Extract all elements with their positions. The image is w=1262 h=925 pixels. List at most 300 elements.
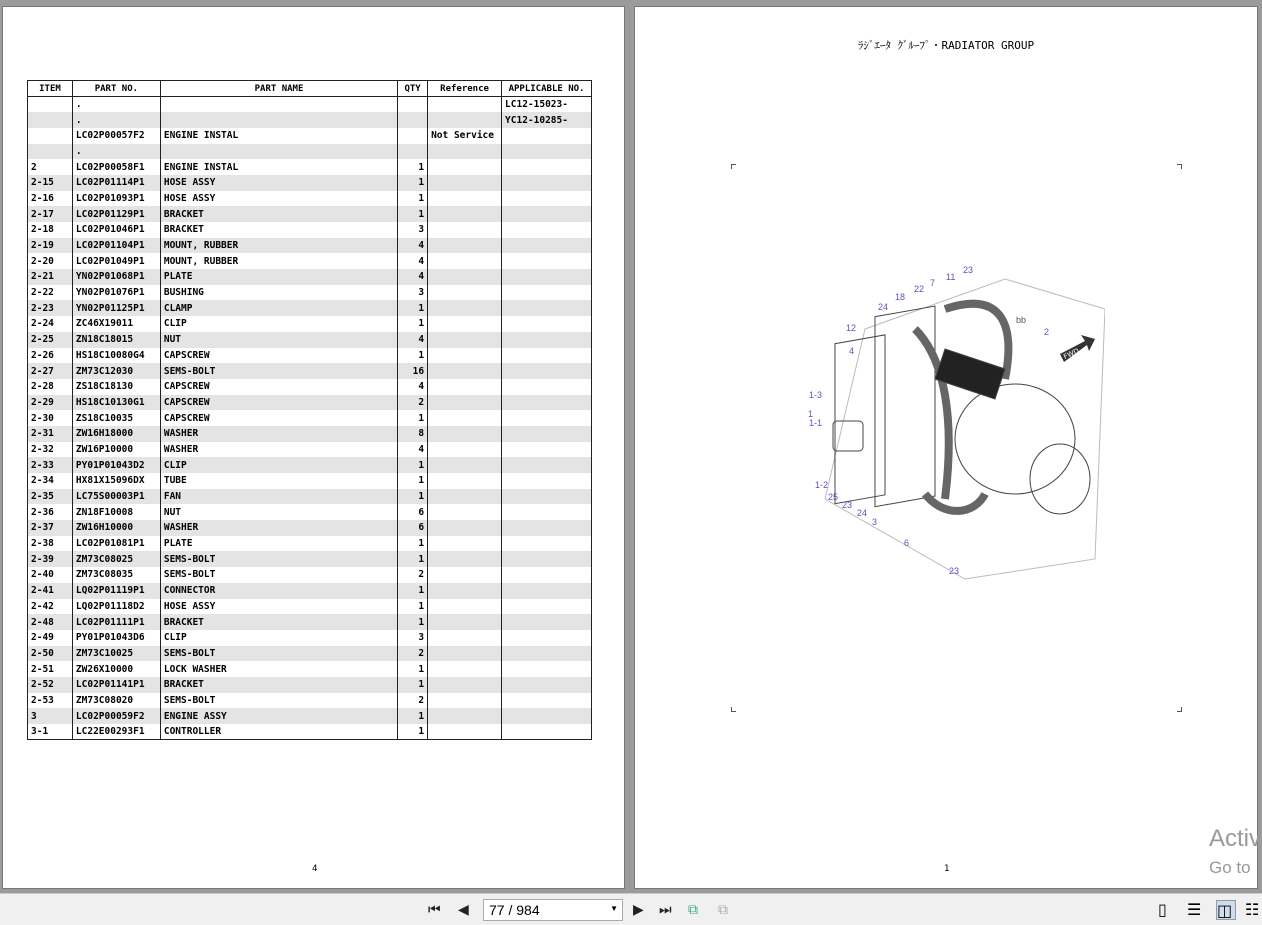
reference-cell: Not Service — [428, 128, 502, 144]
table-row — [28, 504, 592, 520]
reference-cell — [428, 693, 502, 709]
qty-cell: 3 — [398, 630, 428, 646]
item-cell: 2-36 — [28, 504, 73, 520]
applicable-no-cell: LC12-15023- — [502, 97, 592, 113]
reference-cell — [428, 253, 502, 269]
qty-cell — [398, 144, 428, 160]
applicable-no-cell — [502, 222, 592, 238]
reference-cell — [428, 567, 502, 583]
reference-cell — [428, 348, 502, 364]
table-row — [28, 206, 592, 222]
table-row — [28, 520, 592, 536]
qty-cell: 4 — [398, 269, 428, 285]
part-no-cell: LC02P01141P1 — [72, 677, 160, 693]
item-cell: 2-31 — [28, 426, 73, 442]
crop-mark — [731, 164, 736, 169]
callout-label: 7 — [930, 278, 936, 288]
part-no-cell: PY01P01043D2 — [72, 457, 160, 473]
applicable-no-cell — [502, 426, 592, 442]
part-name-cell: NUT — [160, 332, 397, 348]
reference-cell — [428, 395, 502, 411]
last-page-button[interactable]: ⏭ — [659, 902, 672, 918]
page-number: 4 — [312, 864, 318, 874]
table-row — [28, 724, 592, 740]
qty-cell: 1 — [398, 489, 428, 505]
qty-cell: 1 — [398, 300, 428, 316]
table-row — [28, 614, 592, 630]
item-cell: 2-32 — [28, 442, 73, 458]
item-cell: 2-16 — [28, 191, 73, 207]
part-name-cell: TUBE — [160, 473, 397, 489]
table-row — [28, 144, 592, 160]
applicable-no-cell — [502, 144, 592, 160]
table-row — [28, 159, 592, 175]
part-no-cell: ZW26X10000 — [72, 661, 160, 677]
radiator-diagram — [805, 269, 1105, 589]
parts-table — [27, 80, 592, 740]
first-page-button[interactable]: ⏮ — [428, 902, 441, 918]
table-row — [28, 599, 592, 615]
callout-label: 24 — [878, 302, 889, 312]
previous-page-button[interactable]: ◀ — [458, 902, 469, 918]
item-cell: 2-53 — [28, 693, 73, 709]
item-cell: 2-19 — [28, 238, 73, 254]
part-no-cell: LC75S00003P1 — [72, 489, 160, 505]
callout-label: 23 — [949, 566, 960, 576]
table-row — [28, 536, 592, 552]
item-cell: 2-38 — [28, 536, 73, 552]
table-row — [28, 269, 592, 285]
item-cell: 2-34 — [28, 473, 73, 489]
part-name-cell: CAPSCREW — [160, 395, 397, 411]
part-no-cell: LC02P01046P1 — [72, 222, 160, 238]
qty-cell: 4 — [398, 238, 428, 254]
callout-label: 3 — [872, 517, 878, 527]
qty-cell: 6 — [398, 504, 428, 520]
part-no-cell: LC02P00057F2 — [72, 128, 160, 144]
qty-cell — [398, 128, 428, 144]
reference-cell — [428, 724, 502, 740]
part-no-cell: ZC46X19011 — [72, 316, 160, 332]
table-row — [28, 191, 592, 207]
part-no-cell: YN02P01125P1 — [72, 300, 160, 316]
reference-cell — [428, 159, 502, 175]
qty-cell: 3 — [398, 285, 428, 301]
qty-cell: 1 — [398, 661, 428, 677]
qty-cell: 1 — [398, 614, 428, 630]
page-title: ﾗｼﾞｴｰﾀ ｸﾞﾙｰﾌﾟ・RADIATOR GROUP — [857, 39, 1035, 52]
part-no-cell: LC02P01104P1 — [72, 238, 160, 254]
part-name-cell: CONTROLLER — [160, 724, 397, 740]
reference-cell — [428, 708, 502, 724]
item-cell: 2-24 — [28, 316, 73, 332]
part-name-cell: SEMS-BOLT — [160, 551, 397, 567]
part-name-cell: FAN — [160, 489, 397, 505]
part-no-cell: LC02P01129P1 — [72, 206, 160, 222]
part-name-cell: WASHER — [160, 520, 397, 536]
part-name-cell: HOSE ASSY — [160, 175, 397, 191]
applicable-no-cell — [502, 708, 592, 724]
part-name-cell: BRACKET — [160, 206, 397, 222]
table-row — [28, 332, 592, 348]
table-row — [28, 661, 592, 677]
part-name-cell: HOSE ASSY — [160, 191, 397, 207]
crop-mark — [1177, 707, 1182, 712]
part-name-cell: PLATE — [160, 269, 397, 285]
qty-cell: 1 — [398, 159, 428, 175]
reference-cell — [428, 457, 502, 473]
part-no-cell: ZM73C08020 — [72, 693, 160, 709]
callout-label: 1 — [808, 409, 814, 419]
qty-cell — [398, 97, 428, 113]
applicable-no-cell — [502, 457, 592, 473]
qty-cell: 1 — [398, 583, 428, 599]
part-no-cell: LC02P01093P1 — [72, 191, 160, 207]
applicable-no-cell — [502, 348, 592, 364]
qty-cell: 1 — [398, 191, 428, 207]
reference-cell — [428, 646, 502, 662]
table-row — [28, 316, 592, 332]
reference-cell — [428, 473, 502, 489]
column-header: QTY — [398, 81, 428, 97]
table-row — [28, 693, 592, 709]
go-forward-view-icon[interactable]: ⧉ — [718, 902, 728, 918]
part-name-cell — [160, 112, 397, 128]
continuous-view-icon[interactable]: ☰ — [1187, 900, 1202, 919]
qty-cell: 1 — [398, 348, 428, 364]
item-cell: 2-42 — [28, 599, 73, 615]
reference-cell — [428, 614, 502, 630]
item-cell: 2-23 — [28, 300, 73, 316]
table-row — [28, 379, 592, 395]
item-cell: 2-21 — [28, 269, 73, 285]
table-row — [28, 395, 592, 411]
callout-label: 1-1 — [809, 418, 823, 428]
part-no-cell: ZW16H18000 — [72, 426, 160, 442]
applicable-no-cell — [502, 285, 592, 301]
part-name-cell: HOSE ASSY — [160, 599, 397, 615]
reference-cell — [428, 97, 502, 113]
qty-cell: 4 — [398, 332, 428, 348]
item-cell: 2-51 — [28, 661, 73, 677]
part-no-cell: LC02P00059F2 — [72, 708, 160, 724]
qty-cell: 1 — [398, 551, 428, 567]
applicable-no-cell — [502, 473, 592, 489]
part-no-cell: LQ02P01119P1 — [72, 583, 160, 599]
part-name-cell: CONNECTOR — [160, 583, 397, 599]
qty-cell: 1 — [398, 708, 428, 724]
applicable-no-cell — [502, 316, 592, 332]
applicable-no-cell — [502, 128, 592, 144]
reference-cell — [428, 112, 502, 128]
reference-cell — [428, 175, 502, 191]
applicable-no-cell — [502, 363, 592, 379]
reference-cell — [428, 269, 502, 285]
applicable-no-cell — [502, 269, 592, 285]
item-cell: 2-29 — [28, 395, 73, 411]
applicable-no-cell — [502, 520, 592, 536]
part-no-cell: LQ02P01118D2 — [72, 599, 160, 615]
column-header: PART NO. — [72, 81, 160, 97]
table-header — [28, 81, 592, 97]
item-cell: 2-49 — [28, 630, 73, 646]
item-cell: 2-30 — [28, 410, 73, 426]
part-name-cell — [160, 97, 397, 113]
item-cell: 2-48 — [28, 614, 73, 630]
applicable-no-cell — [502, 551, 592, 567]
part-no-cell: YN02P01076P1 — [72, 285, 160, 301]
table-row — [28, 646, 592, 662]
part-no-cell: ZM73C08025 — [72, 551, 160, 567]
qty-cell: 4 — [398, 442, 428, 458]
reference-cell — [428, 442, 502, 458]
part-name-cell: ENGINE INSTAL — [160, 159, 397, 175]
reference-cell — [428, 520, 502, 536]
table-row — [28, 567, 592, 583]
callout-label: 22 — [914, 284, 925, 294]
callout-label: 23 — [842, 500, 853, 510]
part-no-cell: ZN18F10008 — [72, 504, 160, 520]
applicable-no-cell — [502, 332, 592, 348]
item-cell: 3 — [28, 708, 73, 724]
applicable-no-cell: YC12-10285- — [502, 112, 592, 128]
fwd-arrow-icon — [1060, 335, 1095, 362]
qty-cell: 1 — [398, 316, 428, 332]
applicable-no-cell — [502, 206, 592, 222]
column-header: PART NAME — [160, 81, 397, 97]
part-no-cell: LC02P01114P1 — [72, 175, 160, 191]
qty-cell: 2 — [398, 395, 428, 411]
part-no-cell: LC02P01111P1 — [72, 614, 160, 630]
go-back-view-icon[interactable]: ⧉ — [688, 902, 698, 918]
part-no-cell: ZS18C10035 — [72, 410, 160, 426]
part-no-cell: ZS18C18130 — [72, 379, 160, 395]
reference-cell — [428, 300, 502, 316]
part-no-cell: LC02P01081P1 — [72, 536, 160, 552]
column-header: APPLICABLE NO. — [502, 81, 592, 97]
qty-cell: 3 — [398, 222, 428, 238]
part-name-cell: PLATE — [160, 536, 397, 552]
page-number: 1 — [944, 864, 950, 874]
item-cell: 2-37 — [28, 520, 73, 536]
reference-cell — [428, 206, 502, 222]
page-field-value: 77 / 984 — [489, 902, 540, 918]
table-row — [28, 677, 592, 693]
item-cell: 2-41 — [28, 583, 73, 599]
part-name-cell: BRACKET — [160, 222, 397, 238]
table-row — [28, 253, 592, 269]
reference-cell — [428, 426, 502, 442]
reference-cell — [428, 144, 502, 160]
item-cell: 2-40 — [28, 567, 73, 583]
table-row — [28, 551, 592, 567]
table-row — [28, 426, 592, 442]
item-cell — [28, 97, 73, 113]
applicable-no-cell — [502, 191, 592, 207]
table-row — [28, 442, 592, 458]
table-row — [28, 630, 592, 646]
part-name-cell: BRACKET — [160, 677, 397, 693]
reference-cell — [428, 583, 502, 599]
reference-cell — [428, 504, 502, 520]
applicable-no-cell — [502, 395, 592, 411]
reference-cell — [428, 332, 502, 348]
reference-cell — [428, 191, 502, 207]
applicable-no-cell — [502, 504, 592, 520]
part-no-cell: ZM73C12030 — [72, 363, 160, 379]
qty-cell: 1 — [398, 410, 428, 426]
qty-cell — [398, 112, 428, 128]
applicable-no-cell — [502, 410, 592, 426]
left-page — [2, 6, 625, 889]
table-row — [28, 97, 592, 113]
item-cell: 2-39 — [28, 551, 73, 567]
item-cell — [28, 144, 73, 160]
part-name-cell: ENGINE ASSY — [160, 708, 397, 724]
part-no-cell: LC02P01049P1 — [72, 253, 160, 269]
applicable-no-cell — [502, 175, 592, 191]
qty-cell: 1 — [398, 457, 428, 473]
qty-cell: 1 — [398, 206, 428, 222]
part-name-cell: MOUNT, RUBBER — [160, 238, 397, 254]
table-row — [28, 175, 592, 191]
applicable-no-cell — [502, 599, 592, 615]
two-page-view-icon[interactable]: ◫ — [1216, 900, 1236, 920]
reference-cell — [428, 363, 502, 379]
part-no-cell: ZW16H10000 — [72, 520, 160, 536]
applicable-no-cell — [502, 253, 592, 269]
table-row — [28, 457, 592, 473]
reference-cell — [428, 410, 502, 426]
part-name-cell: SEMS-BOLT — [160, 693, 397, 709]
qty-cell: 16 — [398, 363, 428, 379]
item-cell: 2-50 — [28, 646, 73, 662]
item-cell: 2-26 — [28, 348, 73, 364]
part-name-cell: SEMS-BOLT — [160, 363, 397, 379]
reference-cell — [428, 222, 502, 238]
table-row — [28, 112, 592, 128]
applicable-no-cell — [502, 379, 592, 395]
applicable-no-cell — [502, 661, 592, 677]
callout-label: 4 — [849, 346, 855, 356]
chevron-down-icon: ▼ — [610, 904, 618, 913]
qty-cell: 1 — [398, 724, 428, 740]
item-cell — [28, 112, 73, 128]
part-name-cell: LOCK WASHER — [160, 661, 397, 677]
reference-cell — [428, 285, 502, 301]
next-page-button[interactable]: ▶ — [633, 902, 644, 918]
table-row — [28, 473, 592, 489]
part-no-cell: . — [72, 144, 160, 160]
callout-label: 2 — [1044, 327, 1050, 337]
qty-cell: 6 — [398, 520, 428, 536]
table-row — [28, 410, 592, 426]
part-name-cell: CAPSCREW — [160, 348, 397, 364]
page-number-select[interactable] — [483, 899, 623, 921]
item-cell: 2-25 — [28, 332, 73, 348]
single-page-view-icon[interactable]: ▯ — [1158, 900, 1167, 919]
reference-cell — [428, 379, 502, 395]
table-row — [28, 708, 592, 724]
applicable-no-cell — [502, 300, 592, 316]
item-cell: 2-33 — [28, 457, 73, 473]
part-no-cell: LC02P00058F1 — [72, 159, 160, 175]
part-no-cell: . — [72, 97, 160, 113]
two-page-continuous-view-icon[interactable]: ☷ — [1245, 900, 1260, 919]
reference-cell — [428, 677, 502, 693]
crop-mark — [731, 707, 736, 712]
item-cell — [28, 128, 73, 144]
applicable-no-cell — [502, 159, 592, 175]
part-name-cell: CLAMP — [160, 300, 397, 316]
part-no-cell: HS18C10130G1 — [72, 395, 160, 411]
applicable-no-cell — [502, 567, 592, 583]
item-cell: 2-18 — [28, 222, 73, 238]
part-name-cell: CLIP — [160, 316, 397, 332]
callout-label: 12 — [846, 323, 857, 333]
table-row — [28, 128, 592, 144]
part-no-cell: YN02P01068P1 — [72, 269, 160, 285]
part-no-cell: PY01P01043D6 — [72, 630, 160, 646]
callout-label: 1-3 — [809, 390, 823, 400]
applicable-no-cell — [502, 724, 592, 740]
applicable-no-cell — [502, 693, 592, 709]
callout-label: 1-2 — [815, 480, 829, 490]
qty-cell: 1 — [398, 473, 428, 489]
qty-cell: 1 — [398, 536, 428, 552]
qty-cell: 4 — [398, 379, 428, 395]
part-name-cell: BUSHING — [160, 285, 397, 301]
item-cell: 2 — [28, 159, 73, 175]
item-cell: 3-1 — [28, 724, 73, 740]
part-no-cell: ZM73C08035 — [72, 567, 160, 583]
reference-cell — [428, 536, 502, 552]
item-cell: 2-35 — [28, 489, 73, 505]
applicable-no-cell — [502, 677, 592, 693]
table-row — [28, 238, 592, 254]
qty-cell: 1 — [398, 599, 428, 615]
crop-mark — [1177, 164, 1182, 169]
qty-cell: 1 — [398, 677, 428, 693]
part-name-cell: BRACKET — [160, 614, 397, 630]
applicable-no-cell — [502, 489, 592, 505]
qty-cell: 2 — [398, 646, 428, 662]
column-header: ITEM — [28, 81, 73, 97]
reference-cell — [428, 599, 502, 615]
right-page — [634, 6, 1262, 889]
part-name-cell: CAPSCREW — [160, 379, 397, 395]
part-name-cell: SEMS-BOLT — [160, 646, 397, 662]
item-cell: 2-52 — [28, 677, 73, 693]
callout-label: 23 — [963, 265, 974, 275]
part-no-cell: ZW16P10000 — [72, 442, 160, 458]
part-no-cell: LC22E00293F1 — [72, 724, 160, 740]
table-row — [28, 285, 592, 301]
table-row — [28, 222, 592, 238]
part-name-cell: MOUNT, RUBBER — [160, 253, 397, 269]
qty-cell: 1 — [398, 175, 428, 191]
part-name-cell: WASHER — [160, 442, 397, 458]
watermark-line2: Go to — [1209, 858, 1251, 877]
part-no-cell: HX81X15096DX — [72, 473, 160, 489]
item-cell: 2-15 — [28, 175, 73, 191]
reference-cell — [428, 551, 502, 567]
watermark-line1: Activ — [1209, 825, 1262, 852]
applicable-no-cell — [502, 583, 592, 599]
table-row — [28, 489, 592, 505]
part-name-cell — [160, 144, 397, 160]
item-cell: 2-20 — [28, 253, 73, 269]
